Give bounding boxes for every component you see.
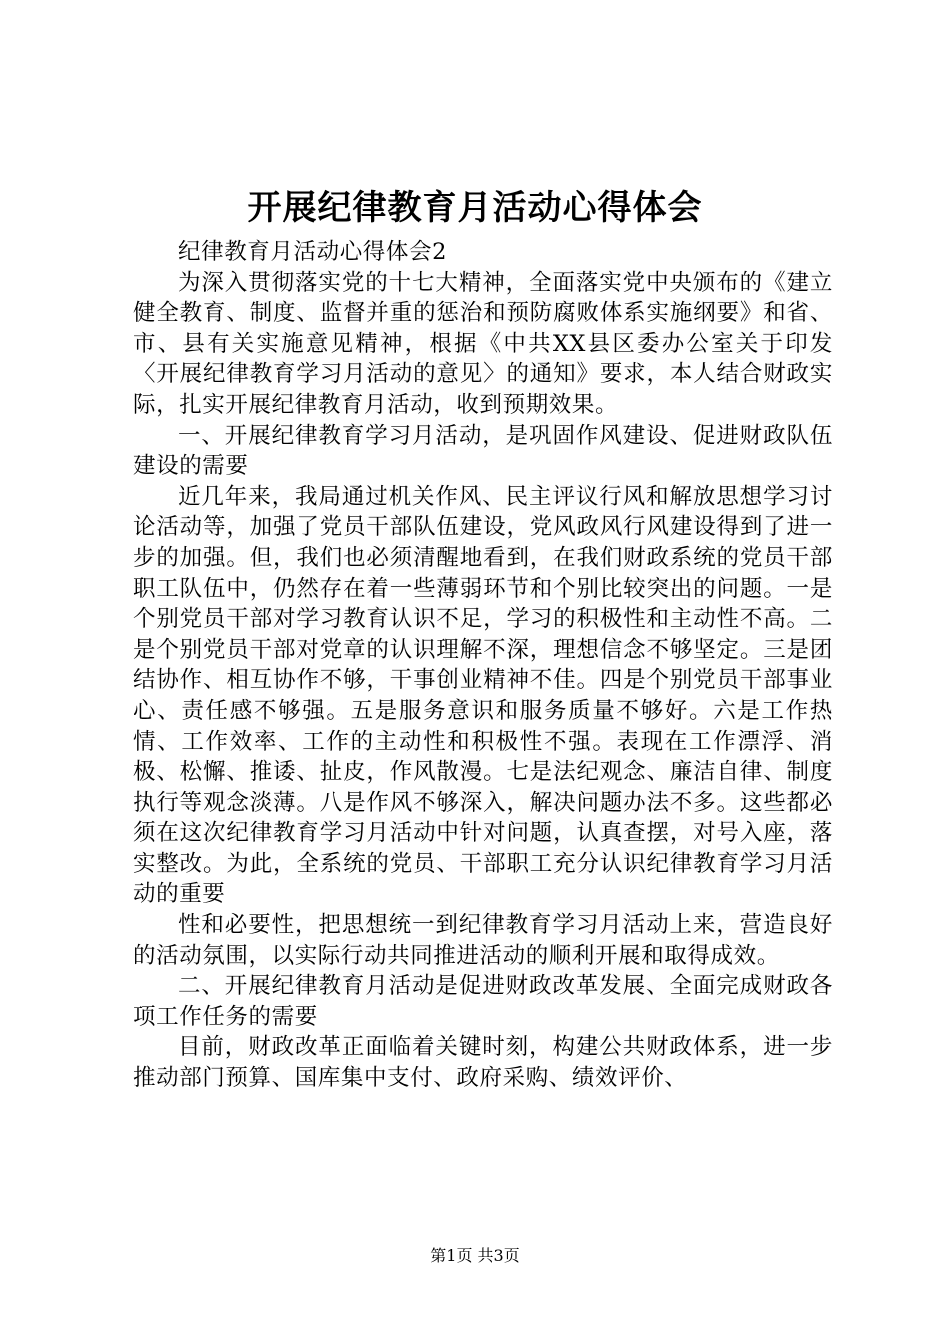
page-footer: 第1页 共3页	[430, 1246, 520, 1265]
subtitle-paragraph: 纪律教育月活动心得体会2	[178, 239, 448, 265]
body-paragraph: 近几年来，我局通过机关作风、民主评议行风和解放思想学习讨论活动等，加强了党员干部队伍建设，党风政风行风建设得到了进一步的加强。但，我们也必须清醒地看到，在我们财政系统的党员干部职工队伍中，仍然存在着一些薄弱环节和个别比较突出的问题。一是个别党员干部对学习教育认识不足，学习的积极性和主动性不高。二是个别党员干部对党章的认识理解不深，理想信念不够坚定。三是团结协作、相互协作不够，干事创业精神不佳。四是个别党员干部事业心、责任感不够强。五是服务意识和服务质量不够好。六是工作热情、工作效率、工作的主动性和积极性不强。表现在工作漂浮、消极、松懈、推诿、扯皮，作风散漫。七是法纪观念、廉洁自律、制度执行等观念淡薄。八是作风不够深入，解决问题办法不多。这些都必须在这次纪律教育学习月活动中针对问题，认真查摆，对号入座，落实整改。为此，全系统的党员、干部职工充分认识纪律教育学习月活动的重要	[133, 483, 833, 908]
document-body	[133, 237, 833, 1094]
intro-paragraph: 为深入贯彻落实党的十七大精神，全面落实党中央颁布的《建立健全教育、制度、监督并重的惩治和预防腐败体系实施纲要》和省、市、县有关实施意见精神，根据《中共XX县区委办公室关于印发〈开展纪律教育学习月活动的意见〉的通知》要求，本人结合财政实际，扎实开展纪律教育月活动，收到预期效果。	[133, 269, 833, 418]
section-heading-2: 二、开展纪律教育月活动是促进财政改革发展、全面完成财政各项工作任务的需要	[133, 973, 833, 1030]
section-heading-1: 一、开展纪律教育学习月活动，是巩固作风建设、促进财政队伍建设的需要	[133, 422, 833, 480]
document-title: 开展纪律教育月活动心得体会	[247, 188, 703, 228]
body-paragraph: 性和必要性，把思想统一到纪律教育学习月活动上来，营造良好的活动氛围，以实际行动共同推进活动的顺利开展和取得成效。	[133, 912, 833, 969]
body-paragraph: 目前，财政改革正面临着关键时刻，构建公共财政体系，进一步推动部门预算、国库集中支付、政府采购、绩效评价、	[133, 1034, 833, 1092]
